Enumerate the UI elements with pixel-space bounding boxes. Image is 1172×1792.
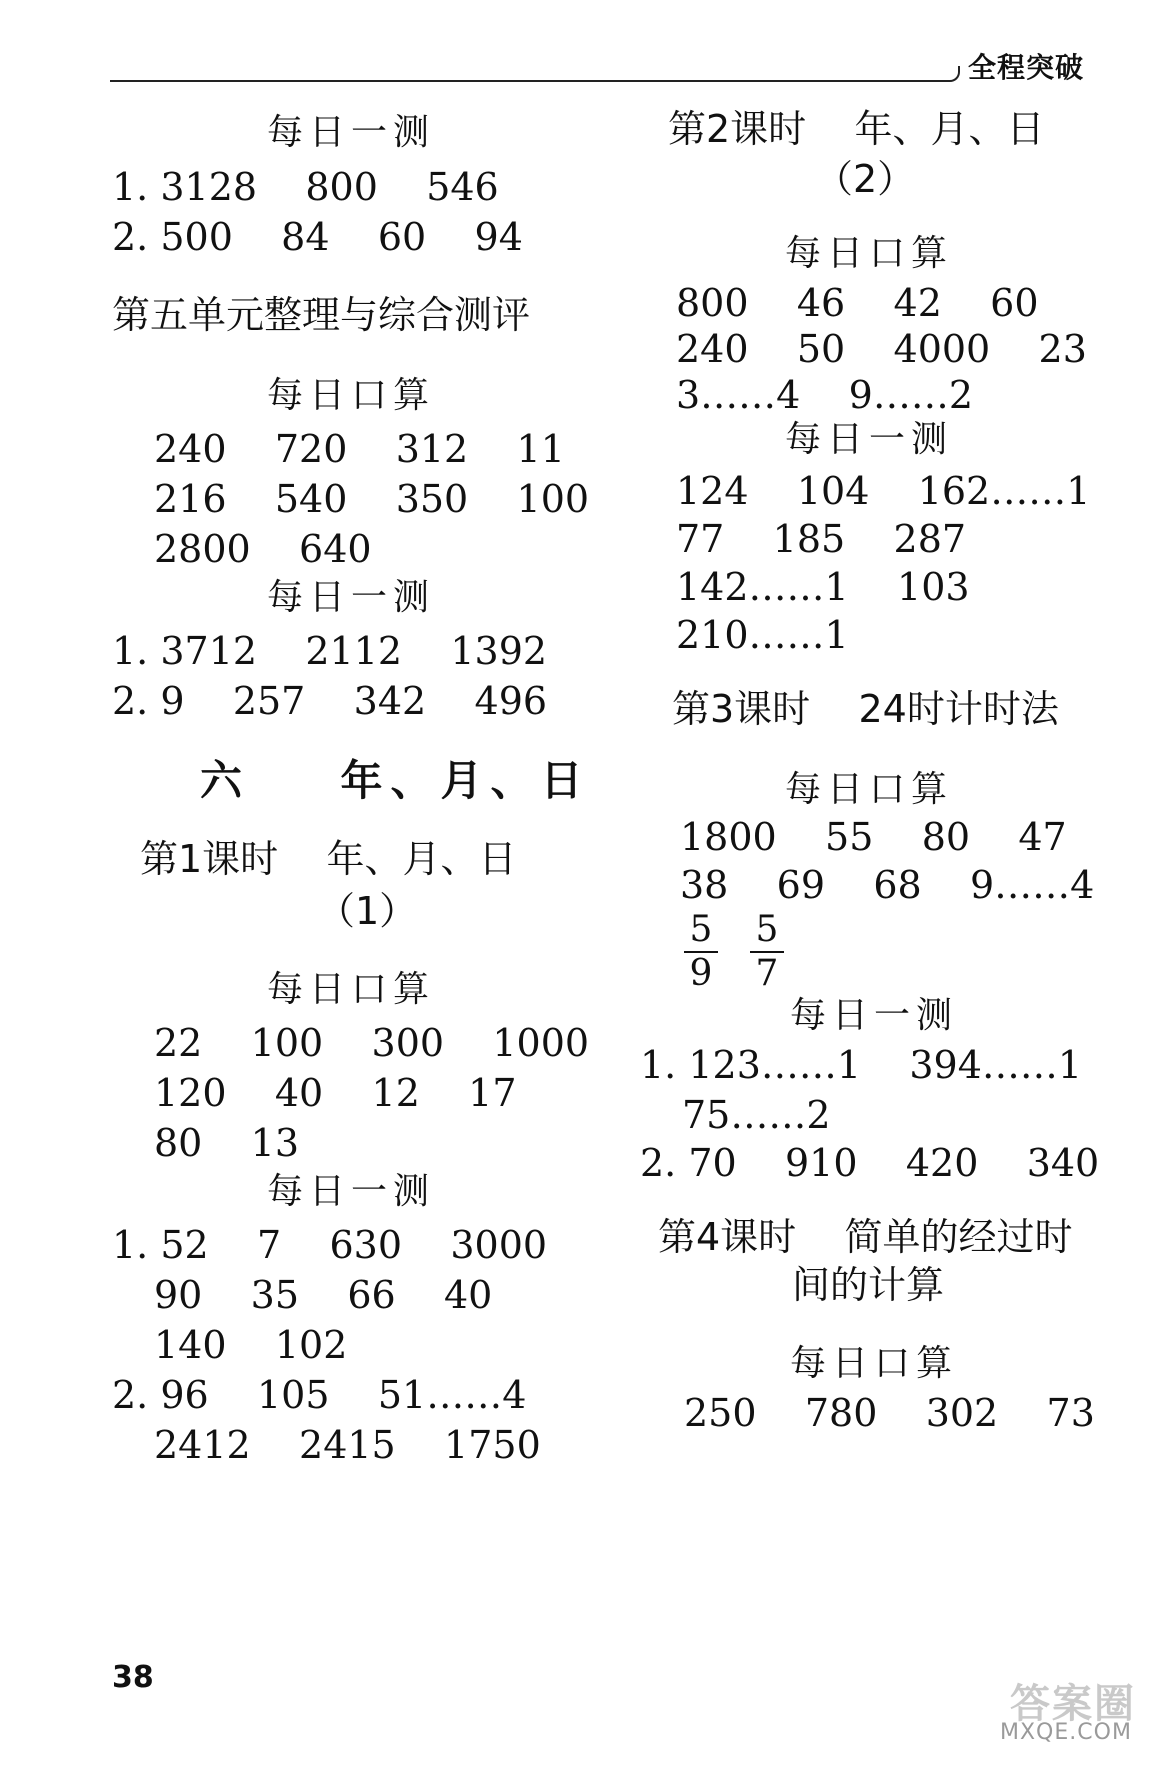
fraction: [750, 909, 784, 994]
lesson-title: 第4课时 简单的经过时: [658, 1215, 1073, 1259]
answer-line: 210……1: [676, 613, 849, 657]
header-rule-hook: [948, 66, 960, 82]
answer-line: 2800 640: [154, 527, 372, 571]
answer-line: 240 720 312 11: [154, 427, 565, 471]
page-number: 38: [112, 1660, 154, 1695]
watermark-logo: 答案圈: [1010, 1681, 1136, 1727]
answer-line: 800 46 42 60: [676, 281, 1039, 325]
answer-line: 90 35 66 40: [154, 1273, 493, 1317]
answer-line: 1800 55 80 47: [680, 815, 1067, 859]
answer-line: 140 102: [154, 1323, 348, 1367]
answer-line: 1. 3128 800 546: [112, 165, 499, 209]
daily-test-heading: 每日一测: [785, 419, 954, 460]
lesson-subtitle: （1）: [317, 889, 418, 933]
answer-line: 22 100 300 1000: [154, 1021, 590, 1065]
watermark-url: MXQE.COM: [1000, 1720, 1132, 1745]
fraction-denominator: 7: [755, 953, 779, 994]
daily-oral-heading: 每日口算: [267, 969, 436, 1010]
answer-line: 240 50 4000 23: [676, 327, 1087, 371]
section-title: 第五单元整理与综合测评: [112, 293, 531, 337]
answer-line: 1. 3712 2112 1392: [112, 629, 548, 673]
daily-test-heading: 每日一测: [267, 577, 436, 618]
lesson-title-continued: 间的计算: [792, 1263, 945, 1307]
daily-oral-heading: 每日口算: [267, 375, 436, 416]
answer-line: 216 540 350 100: [154, 477, 590, 521]
daily-test-heading: 每日一测: [267, 1171, 436, 1212]
answer-line: 2412 2415 1750: [154, 1423, 541, 1467]
fraction-numerator: 5: [689, 909, 713, 950]
answer-line: 120 40 12 17: [154, 1071, 517, 1115]
lesson-title: 第1课时 年、月、日: [140, 837, 517, 881]
answer-line: 1. 123……1 394……1: [640, 1043, 1083, 1087]
answer-line: 2. 500 84 60 94: [112, 215, 523, 259]
answer-line: 1. 52 7 630 3000: [112, 1223, 548, 1267]
lesson-title: 第3课时 24时计时法: [672, 687, 1059, 731]
lesson-title: 第2课时 年、月、日: [668, 107, 1045, 151]
answer-line: 77 185 287: [676, 517, 967, 561]
answer-line: 2. 96 105 51……4: [112, 1373, 527, 1417]
fraction-numerator: 5: [755, 909, 779, 950]
lesson-subtitle: （2）: [815, 157, 916, 201]
header-title: 全程突破: [968, 51, 1085, 84]
answer-line: 38 69 68 9……4: [680, 863, 1095, 907]
answer-line: 142……1 103: [676, 565, 970, 609]
daily-oral-heading: 每日口算: [790, 1343, 959, 1384]
unit-title: 六 年、月、日: [200, 756, 591, 805]
fraction: [684, 909, 718, 994]
answer-line: 250 780 302 73: [684, 1391, 1095, 1435]
answer-line: 2. 9 257 342 496: [112, 679, 548, 723]
fraction-denominator: 9: [689, 953, 713, 994]
answer-line: 3……4 9……2: [676, 373, 974, 417]
header-rule: [110, 80, 950, 82]
answer-line: 80 13: [154, 1121, 300, 1165]
answer-line: 75……2: [682, 1093, 831, 1137]
daily-oral-heading: 每日口算: [785, 233, 954, 274]
answer-line: 2. 70 910 420 340: [640, 1141, 1100, 1185]
answer-line: 124 104 162……1: [676, 469, 1091, 513]
daily-test-heading: 每日一测: [790, 995, 959, 1036]
daily-test-heading: 每日一测: [267, 112, 436, 153]
daily-oral-heading: 每日口算: [785, 769, 954, 810]
